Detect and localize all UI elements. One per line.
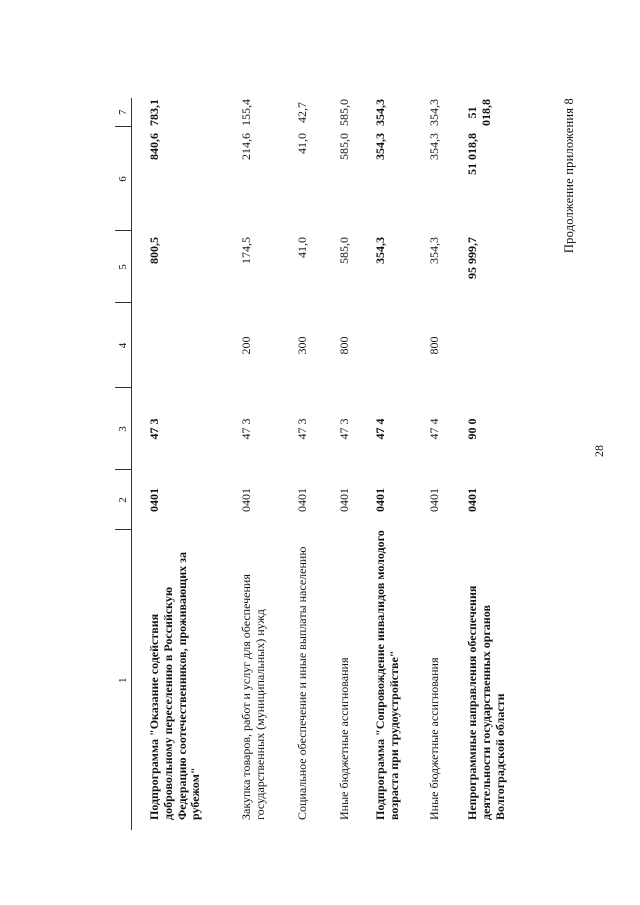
section-code: 0401 [295,488,309,512]
expense-type: 800 [427,336,441,355]
section-code: 0401 [465,488,479,512]
column-header: 4 [115,303,132,388]
budget-table [115,98,536,830]
expense-type [132,303,229,388]
page-number: 28 [592,445,606,457]
expense-type [362,303,418,388]
target-article: 47 3 [147,418,161,440]
header-row [115,98,132,830]
target-article: 47 3 [337,418,351,440]
column-header: 7 [115,98,132,127]
amount-col6: 840,6 [147,133,161,160]
section-code: 0401 [373,488,387,512]
amount-col7: 354,3 [373,99,387,126]
section-code: 0401 [239,488,253,512]
amount-col7: 585,0 [337,99,351,126]
expense-type: 300 [295,336,309,355]
continuation-title: Продолжение приложения 8 [562,98,576,254]
amount-col7: 783,1 [147,99,161,126]
amount-col6: 51 018,8 [465,133,479,175]
table-row [362,98,418,830]
amount-col5: 95 999,7 [465,237,479,279]
expense-type [452,303,536,388]
table-row [452,98,536,830]
table-row [328,98,362,830]
row-name: Подпрограмма "Сопровождение инвалидов молодого возраста при трудоустройстве" [373,530,401,820]
amount-col5: 174,5 [239,237,253,264]
amount-col5: 354,3 [373,237,387,264]
amount-col6: 41,0 [295,133,309,154]
column-header: 5 [115,231,132,303]
row-name: Непрограммные направления обеспечения деятельности государственных органов Волгоградской области [465,585,507,820]
amount-col5: 41,0 [295,237,309,258]
column-header: 1 [115,530,132,830]
expense-type: 200 [239,336,253,355]
table-row [228,98,286,830]
amount-col7: 354,3 [427,99,441,126]
target-article: 47 4 [373,418,387,440]
column-header: 6 [115,127,132,231]
row-name: Социальное обеспечение и иные выплаты населению [295,546,309,820]
row-name: Закупка товаров, работ и услуг для обеспечения государственных (муниципальных) нужд [239,574,267,820]
row-name: Иные бюджетные ассигнования [337,657,351,820]
amount-col7: 51 018,8 [465,99,493,126]
expense-type: 800 [337,336,351,355]
column-header: 3 [115,388,132,470]
amount-col6: 354,3 [427,133,441,160]
table-row [418,98,452,830]
row-name: Иные бюджетные ассигнования [427,657,441,820]
amount-col6: 585,0 [337,133,351,160]
target-article: 47 4 [427,418,441,440]
row-name: Подпрограмма "Оказание содействия добровольному переселению в Российскую Федерацию соотечественников, проживающих за рубежом" [147,551,203,820]
amount-col7: 42,7 [295,102,309,123]
amount-col5: 800,5 [147,237,161,264]
amount-col6: 214,6 [239,133,253,160]
target-article: 47 3 [295,418,309,440]
section-code: 0401 [427,488,441,512]
amount-col7: 155,4 [239,99,253,126]
target-article: 90 0 [465,418,479,440]
column-header: 2 [115,470,132,530]
amount-col5: 354,3 [427,237,441,264]
amount-col6: 354,3 [373,133,387,160]
target-article: 47 3 [239,418,253,440]
amount-col5: 585,0 [337,237,351,264]
table-row [286,98,328,830]
section-code: 0401 [147,488,161,512]
section-code: 0401 [337,488,351,512]
table-row [132,98,229,830]
